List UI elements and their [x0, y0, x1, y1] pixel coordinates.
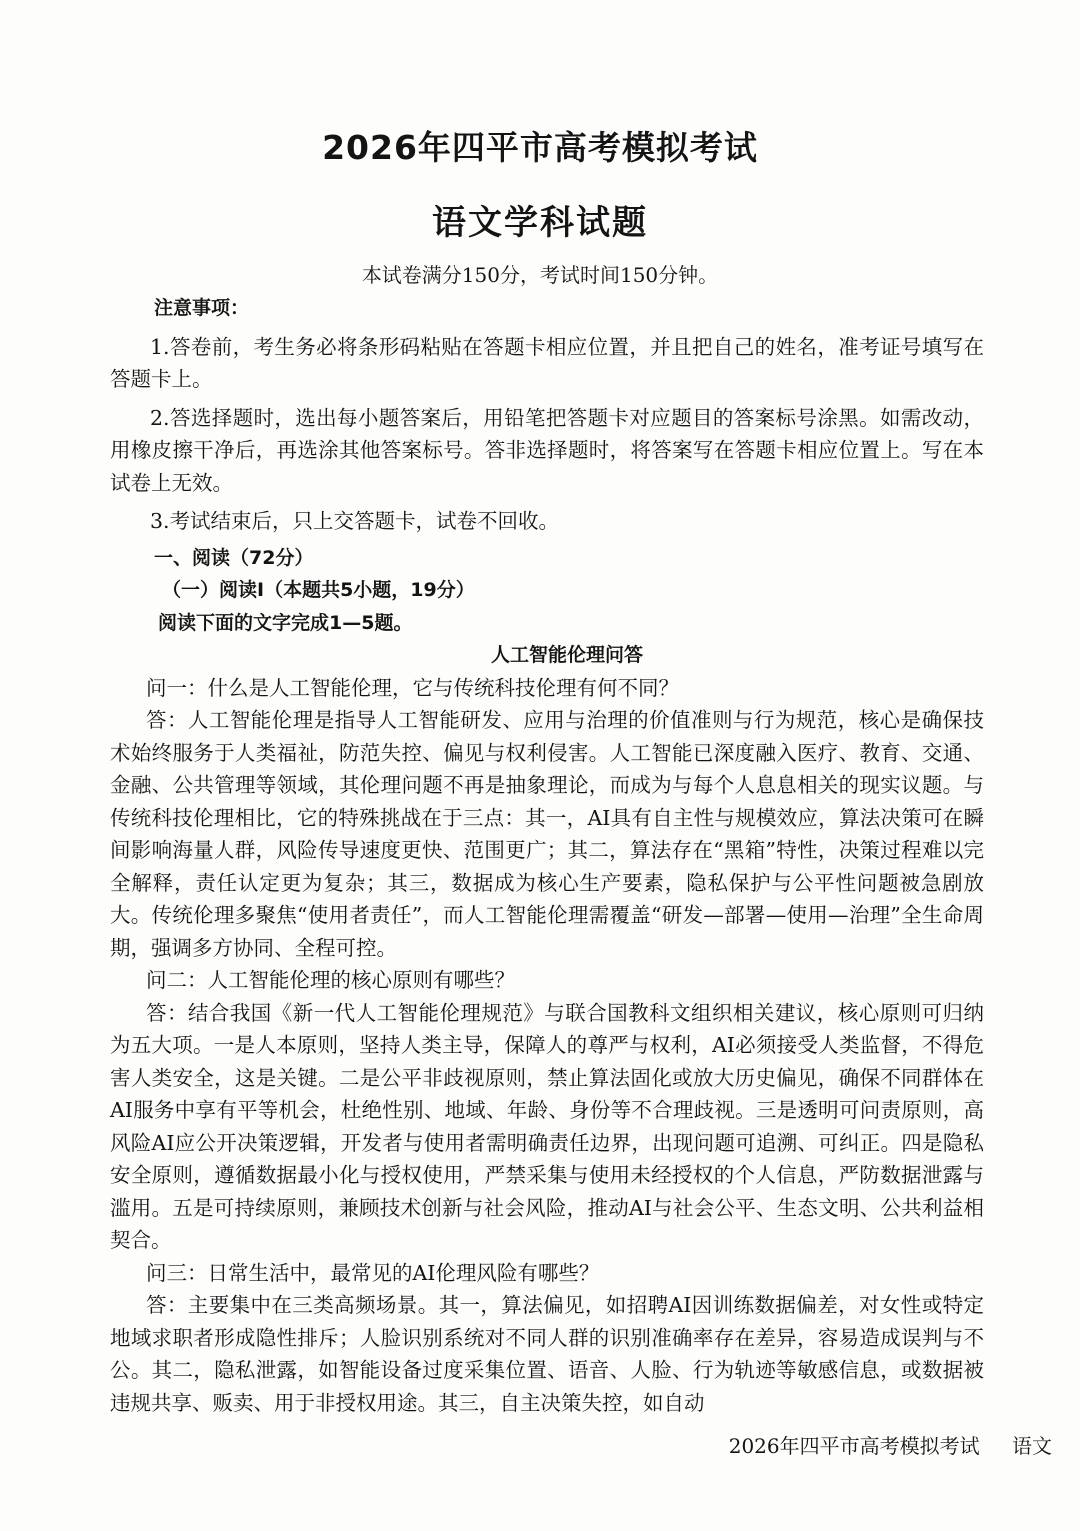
notice-item-3: 3.考试结束后，只上交答题卡，试卷不回收。	[150, 509, 560, 533]
notice-item-2: 2.答选择题时，选出每小题答案后，用铅笔把答题卡对应题目的答案标号涂黑。如需改动，用橡皮擦干净后，再选涂其他答案标号。答非选择题时，将答案写在答题卡相应位置上。写在本试卷上无效。	[110, 405, 984, 495]
footer-exam-name: 2026年四平市高考模拟考试	[728, 1434, 980, 1458]
reading-instruction: 阅读下面的文字完成1—5题。	[158, 611, 413, 634]
question-1: 问一：什么是人工智能伦理，它与传统科技伦理有何不同？	[146, 675, 679, 700]
notice-item-1: 1.答卷前，考生务必将条形码粘贴在答题卡相应位置，并且把自己的姓名，准考证号填写在答题卡上。	[110, 334, 984, 391]
article-title: 人工智能伦理问答	[490, 644, 643, 666]
exam-content	[110, 292, 984, 1419]
section-heading: 一、阅读（72分）	[154, 546, 314, 569]
answer-3: 答：主要集中在三类高频场景。其一，算法偏见，如招聘AI因训练数据偏差，对女性或特定地域求职者形成隐性排斥；人脸识别系统对不同人群的识别准确率存在差异，容易造成误判与不公。其二，隐私泄露，如智能设备过度采集位置、语音、人脸、行为轨迹等敏感信息，或数据被违规共享、贩卖、用于非授权用途。其三，自主决策失控，如自动	[110, 1293, 984, 1415]
subsection-heading: （一）阅读Ⅰ（本题共5小题，19分）	[162, 579, 475, 601]
question-2: 问二：人工智能伦理的核心原则有哪些？	[146, 968, 515, 992]
exam-subtitle: 语文学科试题	[432, 203, 648, 243]
answer-2: 答：结合我国《新一代人工智能伦理规范》与联合国教科文组织相关建议，核心原则可归纳为五大项。一是人本原则，坚持人类主导，保障人的尊严与权利，AI必须接受人类监督，不得危害人类安全，这是关键。二是公平非歧视原则，禁止算法固化或放大历史偏见，确保不同群体在AI服务中享有平等机会，杜绝性别、地域、年龄、身份等不合理歧视。三是透明可问责原则，高风险AI应公开决策逻辑，开发者与使用者需明确责任边界，出现问题可追溯、可纠正。四是隐私安全原则，遵循数据最小化与授权使用，严禁采集与使用未经授权的个人信息，严防数据泄露与滥用。五是可持续原则，兼顾技术创新与社会风险，推动AI与社会公平、生态文明、公共利益相契合。	[110, 1000, 984, 1252]
footer-subject: 语文	[1012, 1434, 1052, 1458]
answer-1: 答：人工智能伦理是指导人工智能研发、应用与治理的价值准则与行为规范，核心是确保技术始终服务于人类福祉，防范失控、偏见与权利侵害。人工智能已深度融入医疗、教育、交通、金融、公共管理等领域，其伦理问题不再是抽象理论，而成为与每个人息息相关的现实议题。与传统科技伦理相比，它的特殊挑战在于三点：其一，AI具有自主性与规模效应，算法决策可在瞬间影响海量人群，风险传导速度更快、范围更广；其二，算法存在“黑箱”特性，决策过程难以完全解释，责任认定更为复杂；其三，数据成为核心生产要素，隐私保护与公平性问题被急剧放大。传统伦理多聚焦“使用者责任”，而人工智能伦理需覆盖“研发—部署—使用—治理”全生命周期，强调多方协同、全程可控。	[110, 708, 984, 960]
question-3: 问三：日常生活中，最常见的AI伦理风险有哪些？	[146, 1260, 600, 1285]
page-footer	[729, 1430, 1052, 1459]
exam-info: 本试卷满分150分，考试时间150分钟。	[361, 263, 719, 287]
exam-title: 2026年四平市高考模拟考试	[322, 128, 758, 167]
notice-heading: 注意事项：	[154, 297, 250, 319]
